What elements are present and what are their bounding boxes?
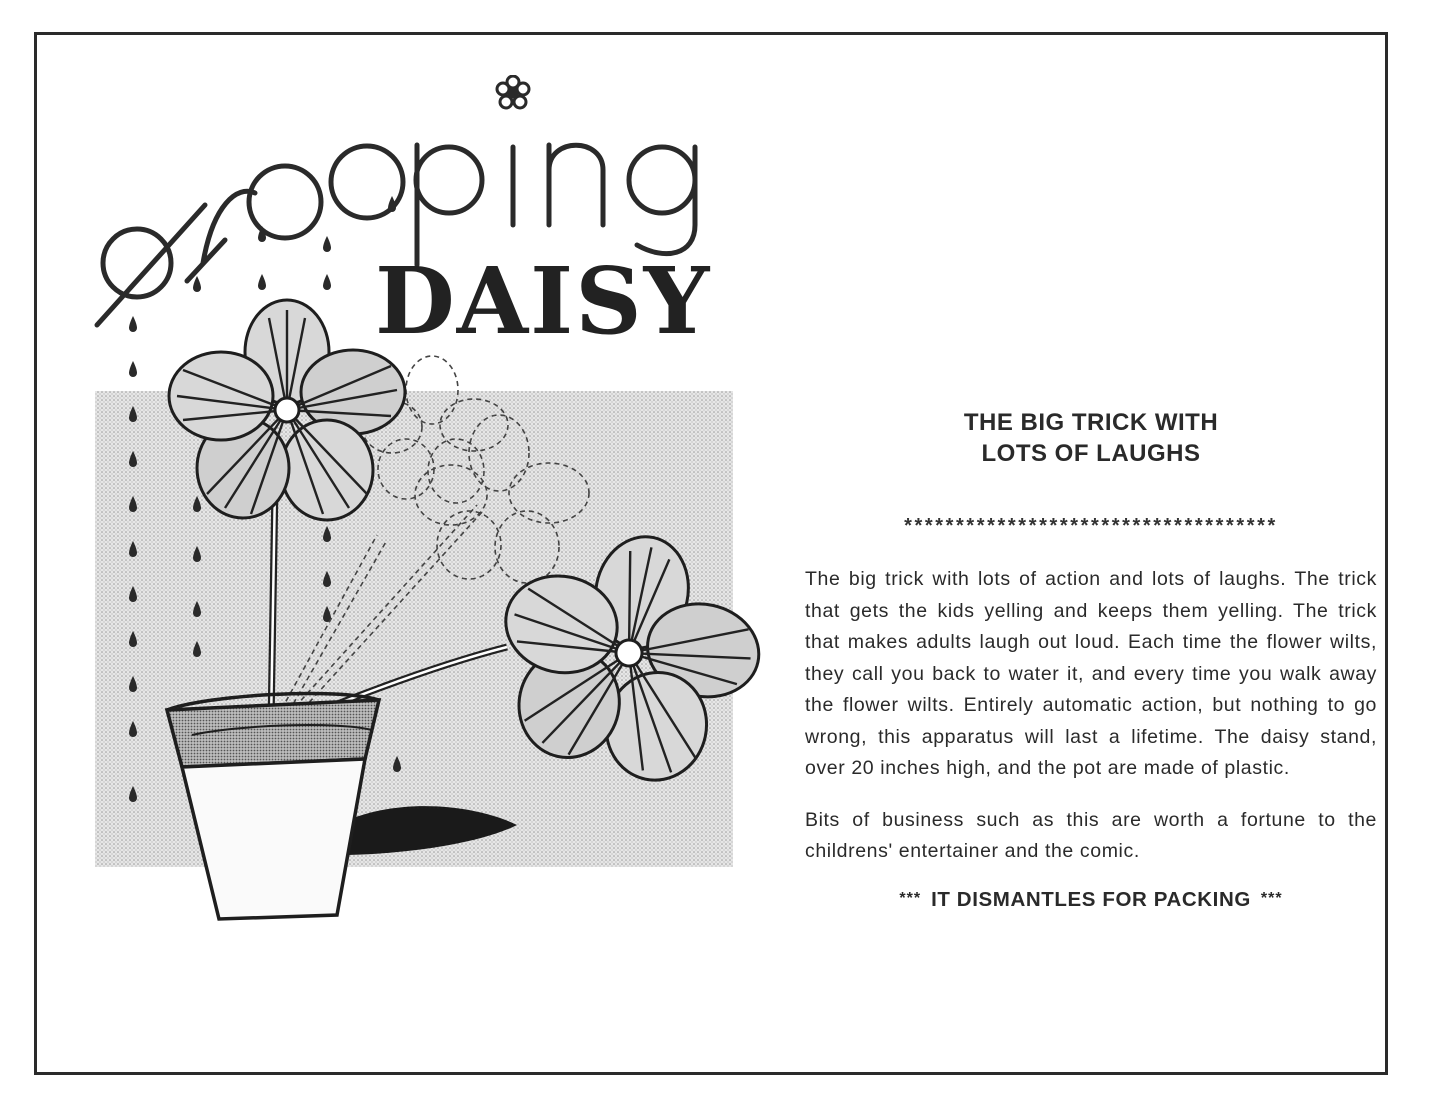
drooping-daisy-illustration [77,75,797,955]
headline-line-1: THE BIG TRICK WITH [963,409,1219,436]
title-drooping-text: drooping [97,71,151,85]
paragraph-2: Bits of business such as this are worth a fortune to the childrens' entertainer and the comic. [805,808,1377,862]
dot-flower [497,76,529,108]
body-text [805,564,1377,868]
tagline-text: IT DISMANTLES FOR PACKING [931,887,1251,911]
description-column [805,407,1377,912]
headline-line-2: LOTS OF LAUGHS [981,440,1201,467]
daisy-title-text: DAISY [375,247,712,355]
tagline [805,888,1377,912]
flower-upright [169,300,405,520]
tagline-stars-right: *** [1260,889,1283,907]
star-divider: ************************************ [904,515,1278,537]
advert-frame [34,32,1388,1075]
flower-pot [167,693,379,919]
paragraph-1: The big trick with lots of action and lots of laughs. The trick that gets the kids yelling and keeps them yelling. The trick that makes adults laugh out loud. Each time the flower wilts, they call you back to water it, and every time you walk away the flower wilts. Entirely automatic action, but nothing to go wrong, this apparatus will last a lifetime. The daisy stand, over 20 inches high, and the pot are made of plastic. [805,568,1377,779]
tagline-stars-left: *** [899,889,922,907]
title-daisy [375,247,711,355]
headline [805,407,1377,469]
